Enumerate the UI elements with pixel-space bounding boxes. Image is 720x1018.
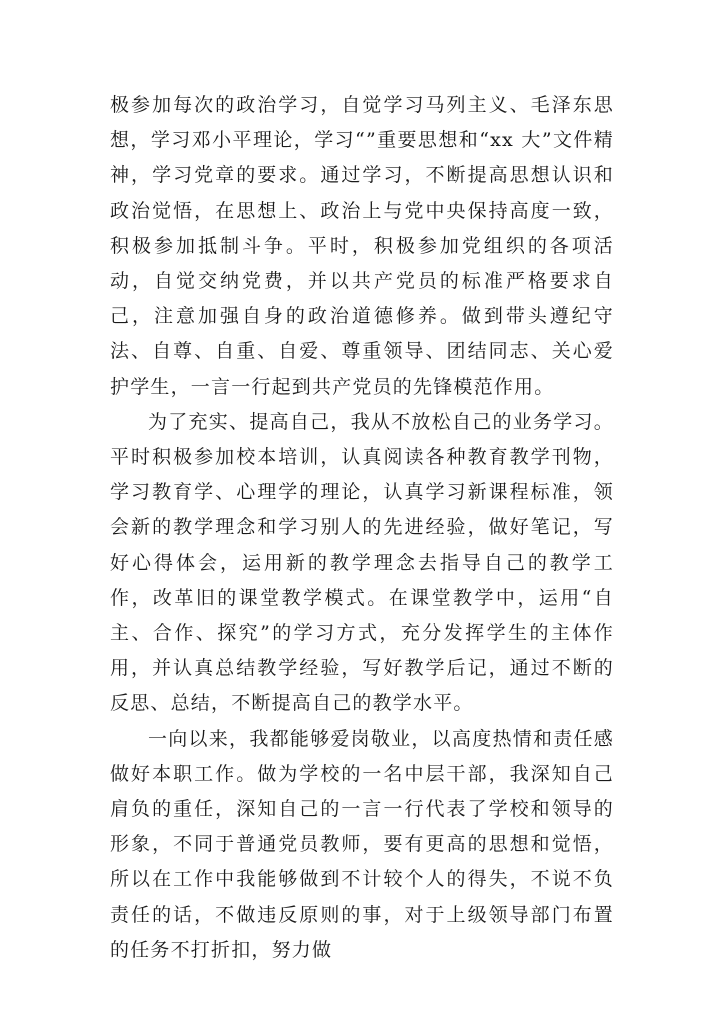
document-body [110,88,614,968]
paragraph-2: 为了充实、提高自己，我从不放松自己的业务学习。平时积极参加校本培训，认真阅读各种教育教学刊物，学习教育学、心理学的理论，认真学习新课程标准，领会新的教学理念和学习别人的先进经验，做好笔记，写好心得体会，运用新的教学理念去指导自己的教学工作，改革旧的课堂教学模式。在课堂教学中，运用“自主、合作、探究”的学习方式，充分发挥学生的主体作用，并认真总结教学经验，写好教学后记，通过不断的反思、总结，不断提高自己的教学水平。 [110,410,614,715]
paragraph-1: 极参加每次的政治学习，自觉学习马列主义、毛泽东思想，学习邓小平理论，学习“”重要思想和“xx 大”文件精神，学习党章的要求。通过学习，不断提高思想认识和政治觉悟，在思想上、政治上与党中央保持高度一致，积极参加抵制斗争。平时，积极参加党组织的各项活动，自觉交纳党费，并以共产党员的标准严格要求自己，注意加强自身的政治道德修养。做到带头遵纪守法、自尊、自重、自爱、尊重领导、团结同志、关心爱护学生，一言一行起到共产党员的先锋模范作用。 [110,94,614,398]
paragraph-3: 一向以来，我都能够爱岗敬业，以高度热情和责任感做好本职工作。做为学校的一名中层干部，我深知自己肩负的重任，深知自己的一言一行代表了学校和领导的形象，不同于普通党员教师，要有更高的思想和觉悟，所以在工作中我能够做到不计较个人的得失，不说不负责任的话，不做违反原则的事，对于上级领导部门布置的任务不打折扣，努力做 [110,727,614,961]
